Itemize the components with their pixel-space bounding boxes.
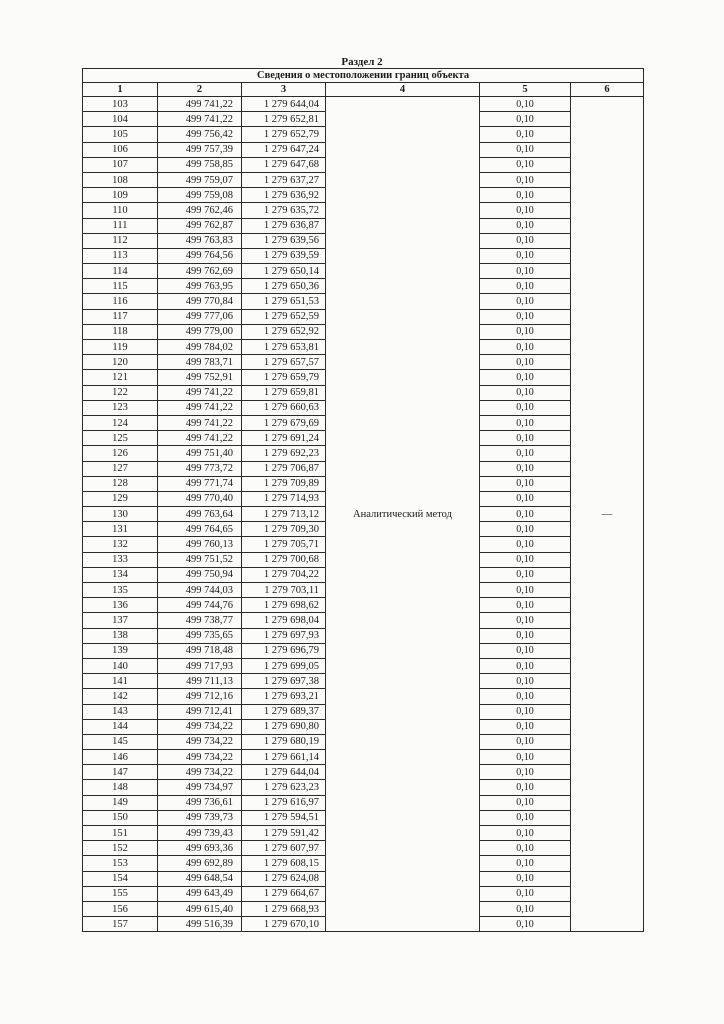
coordinate-x: 499 744,76 [158,598,242,613]
column-header-4: 4 [326,83,480,97]
point-number: 141 [83,674,158,689]
coordinate-x: 499 777,06 [158,309,242,324]
point-number: 112 [83,233,158,248]
accuracy-value: 0,10 [480,826,571,841]
coordinate-y: 1 279 657,57 [242,355,326,370]
column-header-1: 1 [83,83,158,97]
point-number: 129 [83,491,158,506]
accuracy-value: 0,10 [480,172,571,187]
accuracy-value: 0,10 [480,127,571,142]
coordinate-x: 499 759,08 [158,188,242,203]
accuracy-value: 0,10 [480,112,571,127]
coordinate-y: 1 279 639,59 [242,248,326,263]
coordinate-x: 499 615,40 [158,901,242,916]
point-number: 134 [83,567,158,582]
coordinate-x: 499 773,72 [158,461,242,476]
coordinate-x: 499 734,97 [158,780,242,795]
accuracy-value: 0,10 [480,446,571,461]
point-number: 140 [83,658,158,673]
point-number: 114 [83,264,158,279]
accuracy-value: 0,10 [480,97,571,112]
point-number: 133 [83,552,158,567]
accuracy-value: 0,10 [480,734,571,749]
point-number: 118 [83,324,158,339]
coordinate-y: 1 279 651,53 [242,294,326,309]
coordinate-y: 1 279 616,97 [242,795,326,810]
coordinate-y: 1 279 692,23 [242,446,326,461]
accuracy-value: 0,10 [480,886,571,901]
coordinate-y: 1 279 636,87 [242,218,326,233]
coordinate-y: 1 279 700,68 [242,552,326,567]
coordinate-x: 499 751,40 [158,446,242,461]
coordinate-x: 499 764,65 [158,522,242,537]
coordinate-x: 499 752,91 [158,370,242,385]
point-number: 151 [83,826,158,841]
coordinate-x: 499 741,22 [158,415,242,430]
coordinate-y: 1 279 639,56 [242,233,326,248]
point-number: 132 [83,537,158,552]
description-cell: — [571,97,644,932]
coordinate-x: 499 741,22 [158,112,242,127]
coordinate-x: 499 741,22 [158,431,242,446]
coordinate-x: 499 763,64 [158,507,242,522]
coordinate-x: 499 739,43 [158,826,242,841]
coordinate-y: 1 279 704,22 [242,567,326,582]
coordinate-x: 499 693,36 [158,841,242,856]
coordinate-y: 1 279 591,42 [242,826,326,841]
coordinate-y: 1 279 690,80 [242,719,326,734]
coordinate-x: 499 750,94 [158,567,242,582]
table-body [83,97,644,932]
coordinate-x: 499 692,89 [158,856,242,871]
coordinate-x: 499 758,85 [158,157,242,172]
accuracy-value: 0,10 [480,340,571,355]
coordinate-y: 1 279 608,15 [242,856,326,871]
coordinate-x: 499 763,95 [158,279,242,294]
coordinate-y: 1 279 644,04 [242,765,326,780]
accuracy-value: 0,10 [480,385,571,400]
point-number: 139 [83,643,158,658]
column-number-row [83,83,644,97]
coordinate-y: 1 279 691,24 [242,431,326,446]
coordinate-y: 1 279 635,72 [242,203,326,218]
coordinate-x: 499 764,56 [158,248,242,263]
coordinate-x: 499 779,00 [158,324,242,339]
point-number: 104 [83,112,158,127]
accuracy-value: 0,10 [480,522,571,537]
coordinate-y: 1 279 660,63 [242,400,326,415]
coordinate-x: 499 759,07 [158,172,242,187]
accuracy-value: 0,10 [480,689,571,704]
accuracy-value: 0,10 [480,871,571,886]
point-number: 153 [83,856,158,871]
point-number: 120 [83,355,158,370]
point-number: 145 [83,734,158,749]
point-number: 110 [83,203,158,218]
accuracy-value: 0,10 [480,294,571,309]
accuracy-value: 0,10 [480,461,571,476]
point-number: 147 [83,765,158,780]
accuracy-value: 0,10 [480,355,571,370]
coordinate-y: 1 279 680,19 [242,734,326,749]
coordinate-x: 499 643,49 [158,886,242,901]
accuracy-value: 0,10 [480,233,571,248]
accuracy-value: 0,10 [480,841,571,856]
coordinate-y: 1 279 703,11 [242,583,326,598]
coordinate-y: 1 279 647,24 [242,142,326,157]
coordinate-x: 499 717,93 [158,658,242,673]
point-number: 119 [83,340,158,355]
method-cell: Аналитический метод [326,97,480,932]
point-number: 150 [83,810,158,825]
accuracy-value: 0,10 [480,567,571,582]
point-number: 157 [83,917,158,932]
coordinate-x: 499 757,39 [158,142,242,157]
accuracy-value: 0,10 [480,415,571,430]
accuracy-value: 0,10 [480,431,571,446]
accuracy-value: 0,10 [480,901,571,916]
point-number: 121 [83,370,158,385]
coordinate-y: 1 279 644,04 [242,97,326,112]
point-number: 155 [83,886,158,901]
coordinate-x: 499 741,22 [158,385,242,400]
accuracy-value: 0,10 [480,248,571,263]
boundary-coordinates-table [82,68,644,932]
point-number: 126 [83,446,158,461]
point-number: 111 [83,218,158,233]
coordinate-x: 499 783,71 [158,355,242,370]
coordinate-y: 1 279 607,97 [242,841,326,856]
point-number: 125 [83,431,158,446]
accuracy-value: 0,10 [480,674,571,689]
coordinate-y: 1 279 661,14 [242,750,326,765]
coordinate-x: 499 756,42 [158,127,242,142]
point-number: 154 [83,871,158,886]
coordinate-x: 499 648,54 [158,871,242,886]
point-number: 130 [83,507,158,522]
coordinate-y: 1 279 714,93 [242,491,326,506]
point-number: 113 [83,248,158,263]
coordinate-x: 499 763,83 [158,233,242,248]
point-number: 142 [83,689,158,704]
accuracy-value: 0,10 [480,309,571,324]
coordinate-y: 1 279 699,05 [242,658,326,673]
accuracy-value: 0,10 [480,628,571,643]
coordinate-y: 1 279 693,21 [242,689,326,704]
accuracy-value: 0,10 [480,142,571,157]
point-number: 124 [83,415,158,430]
coordinate-x: 499 734,22 [158,719,242,734]
point-number: 152 [83,841,158,856]
point-number: 131 [83,522,158,537]
coordinate-x: 499 784,02 [158,340,242,355]
point-number: 116 [83,294,158,309]
coordinate-y: 1 279 679,69 [242,415,326,430]
coordinate-y: 1 279 670,10 [242,917,326,932]
coordinate-y: 1 279 637,27 [242,172,326,187]
coordinate-x: 499 734,22 [158,750,242,765]
accuracy-value: 0,10 [480,750,571,765]
coordinate-x: 499 762,46 [158,203,242,218]
point-number: 109 [83,188,158,203]
column-header-3: 3 [242,83,326,97]
point-number: 135 [83,583,158,598]
point-number: 128 [83,476,158,491]
coordinate-y: 1 279 713,12 [242,507,326,522]
point-number: 146 [83,750,158,765]
coordinate-y: 1 279 650,36 [242,279,326,294]
coordinate-y: 1 279 709,30 [242,522,326,537]
point-number: 117 [83,309,158,324]
point-number: 105 [83,127,158,142]
coordinate-y: 1 279 659,79 [242,370,326,385]
coordinate-x: 499 738,77 [158,613,242,628]
coordinate-y: 1 279 659,81 [242,385,326,400]
coordinate-x: 499 744,03 [158,583,242,598]
accuracy-value: 0,10 [480,917,571,932]
accuracy-value: 0,10 [480,400,571,415]
coordinate-x: 499 516,39 [158,917,242,932]
coordinate-x: 499 760,13 [158,537,242,552]
coordinate-y: 1 279 698,62 [242,598,326,613]
point-number: 115 [83,279,158,294]
accuracy-value: 0,10 [480,203,571,218]
coordinate-x: 499 762,69 [158,264,242,279]
coordinate-y: 1 279 697,93 [242,628,326,643]
coordinate-y: 1 279 696,79 [242,643,326,658]
accuracy-value: 0,10 [480,795,571,810]
coordinate-x: 499 718,48 [158,643,242,658]
accuracy-value: 0,10 [480,810,571,825]
accuracy-value: 0,10 [480,643,571,658]
coordinate-x: 499 712,41 [158,704,242,719]
accuracy-value: 0,10 [480,552,571,567]
coordinate-y: 1 279 594,51 [242,810,326,825]
point-number: 144 [83,719,158,734]
accuracy-value: 0,10 [480,704,571,719]
point-number: 107 [83,157,158,172]
coordinate-x: 499 739,73 [158,810,242,825]
accuracy-value: 0,10 [480,264,571,279]
accuracy-value: 0,10 [480,324,571,339]
section-title: Раздел 2 [341,56,383,68]
coordinate-y: 1 279 698,04 [242,613,326,628]
coordinate-x: 499 741,22 [158,400,242,415]
coordinate-y: 1 279 647,68 [242,157,326,172]
accuracy-value: 0,10 [480,507,571,522]
point-number: 143 [83,704,158,719]
point-number: 103 [83,97,158,112]
coordinate-x: 499 770,40 [158,491,242,506]
coordinate-y: 1 279 624,08 [242,871,326,886]
coordinate-x: 499 734,22 [158,734,242,749]
coordinate-y: 1 279 623,23 [242,780,326,795]
coordinate-y: 1 279 664,67 [242,886,326,901]
accuracy-value: 0,10 [480,279,571,294]
column-header-6: 6 [571,83,644,97]
coordinate-x: 499 734,22 [158,765,242,780]
coordinate-x: 499 762,87 [158,218,242,233]
accuracy-value: 0,10 [480,157,571,172]
point-number: 148 [83,780,158,795]
point-number: 122 [83,385,158,400]
point-number: 108 [83,172,158,187]
coordinate-y: 1 279 689,37 [242,704,326,719]
point-number: 149 [83,795,158,810]
accuracy-value: 0,10 [480,598,571,613]
point-number: 138 [83,628,158,643]
accuracy-value: 0,10 [480,583,571,598]
point-number: 137 [83,613,158,628]
coordinate-y: 1 279 653,81 [242,340,326,355]
point-number: 106 [83,142,158,157]
coordinate-y: 1 279 697,38 [242,674,326,689]
column-header-5: 5 [480,83,571,97]
accuracy-value: 0,10 [480,658,571,673]
point-number: 156 [83,901,158,916]
accuracy-value: 0,10 [480,613,571,628]
coordinate-y: 1 279 706,87 [242,461,326,476]
coordinate-y: 1 279 652,79 [242,127,326,142]
coordinate-x: 499 735,65 [158,628,242,643]
coordinate-x: 499 711,13 [158,674,242,689]
accuracy-value: 0,10 [480,780,571,795]
coordinate-y: 1 279 705,71 [242,537,326,552]
coordinate-x: 499 741,22 [158,97,242,112]
coordinate-x: 499 751,52 [158,552,242,567]
point-number: 136 [83,598,158,613]
accuracy-value: 0,10 [480,856,571,871]
accuracy-value: 0,10 [480,719,571,734]
table-subtitle: Сведения о местоположении границ объекта [83,69,644,83]
coordinate-x: 499 736,61 [158,795,242,810]
accuracy-value: 0,10 [480,537,571,552]
coordinate-y: 1 279 650,14 [242,264,326,279]
point-number: 127 [83,461,158,476]
point-number: 123 [83,400,158,415]
accuracy-value: 0,10 [480,491,571,506]
table-row [83,97,644,112]
coordinate-y: 1 279 636,92 [242,188,326,203]
coordinate-x: 499 770,84 [158,294,242,309]
accuracy-value: 0,10 [480,370,571,385]
accuracy-value: 0,10 [480,188,571,203]
coordinate-y: 1 279 668,93 [242,901,326,916]
coordinate-y: 1 279 652,59 [242,309,326,324]
coordinate-y: 1 279 652,81 [242,112,326,127]
column-header-2: 2 [158,83,242,97]
coordinate-y: 1 279 652,92 [242,324,326,339]
coordinate-y: 1 279 709,89 [242,476,326,491]
coordinate-x: 499 771,74 [158,476,242,491]
accuracy-value: 0,10 [480,218,571,233]
accuracy-value: 0,10 [480,765,571,780]
accuracy-value: 0,10 [480,476,571,491]
coordinate-x: 499 712,16 [158,689,242,704]
